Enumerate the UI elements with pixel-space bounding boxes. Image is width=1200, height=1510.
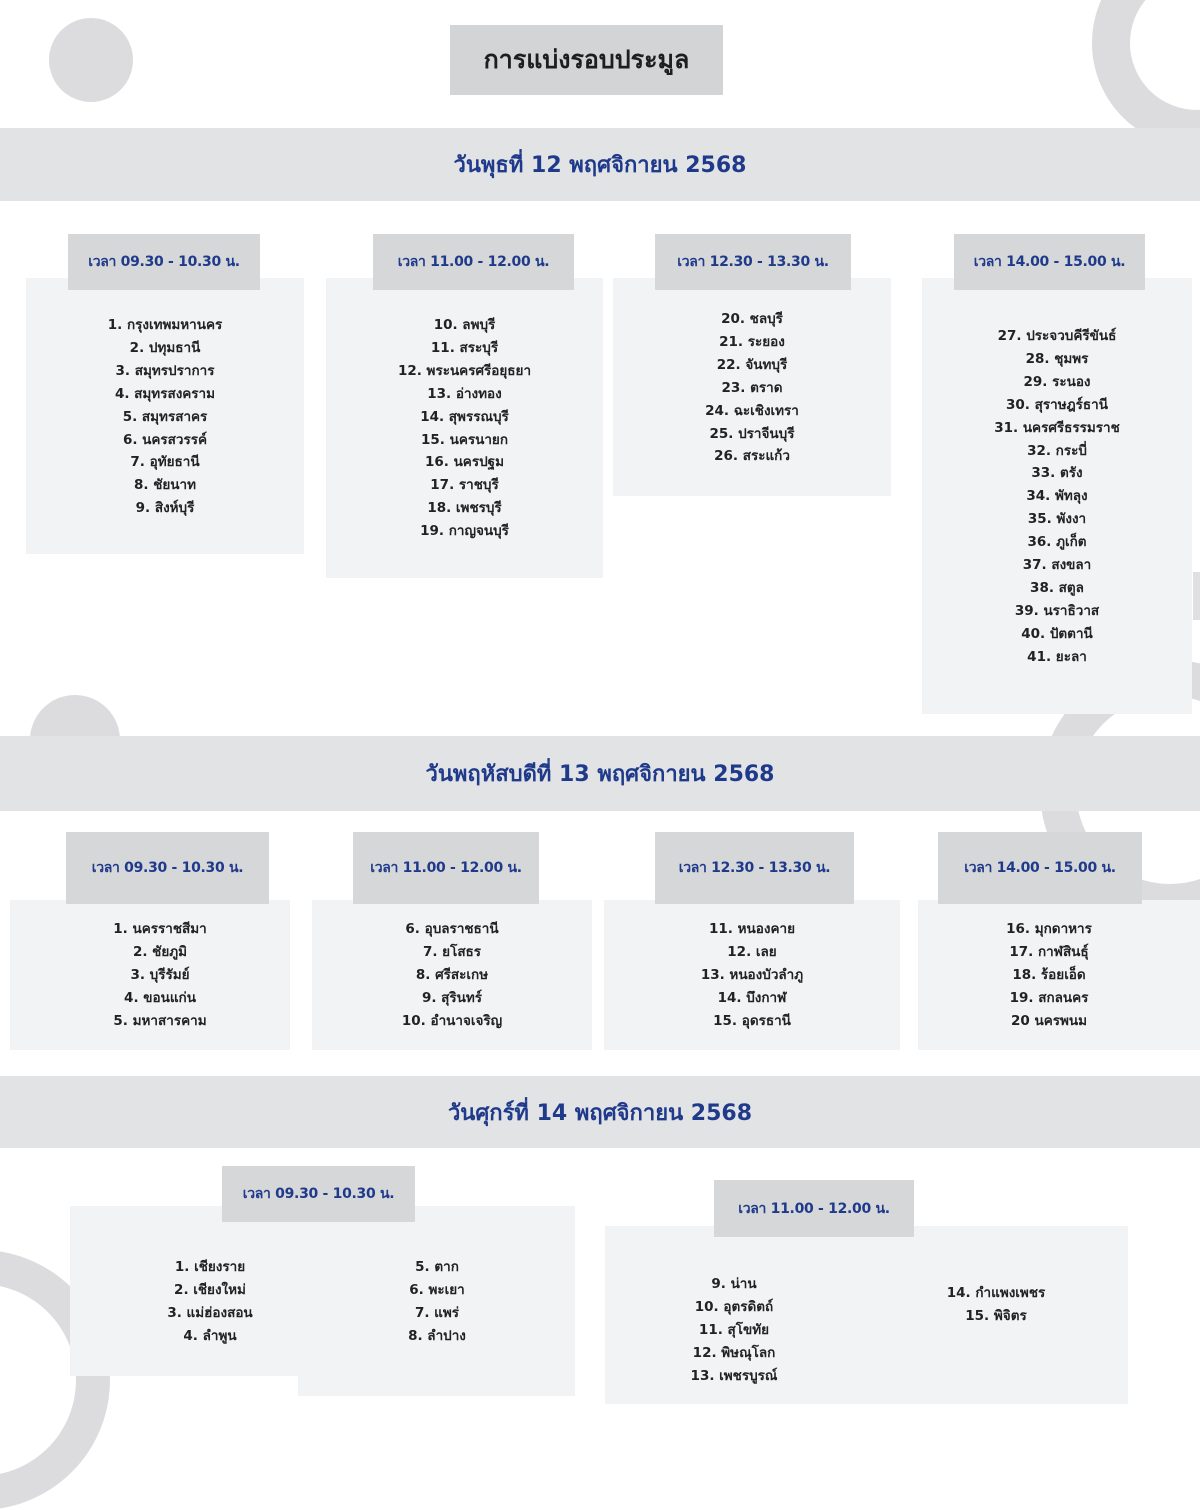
province-item: 13. เพชรบูรณ์	[690, 1367, 778, 1384]
decorative-circle-top-left	[49, 18, 133, 102]
page-title: การแบ่งรอบประมูล	[450, 25, 723, 95]
province-list-d3-s1-right	[337, 1256, 537, 1348]
province-item: 6. พะเยา	[409, 1281, 465, 1298]
session-panel-d3-s1-extension	[298, 1370, 575, 1396]
province-item: 36. ภูเก็ต	[1027, 534, 1087, 551]
province-item: 10. อุตรดิตถ์	[694, 1298, 774, 1315]
province-item: 4. สมุทรสงคราม	[114, 385, 216, 402]
day-heading-3: วันศุกร์ที่ 14 พฤศจิกายน 2568	[0, 1076, 1200, 1148]
province-item: 16. มุกดาหาร	[1006, 921, 1092, 937]
province-item: 9. สุรินทร์	[421, 989, 483, 1006]
province-list-d2-s3	[604, 918, 900, 1033]
province-item: 18. เพชรบุรี	[427, 500, 502, 517]
province-item: 13. อ่างทอง	[427, 385, 502, 402]
province-item: 15. พิจิตร	[965, 1307, 1027, 1324]
province-item: 24. ฉะเชิงเทรา	[705, 402, 799, 419]
session-time-d1-s1: เวลา 09.30 - 10.30 น.	[68, 234, 260, 290]
province-item: 38. สตูล	[1030, 579, 1084, 596]
province-list-d2-s2	[312, 918, 592, 1033]
province-item: 37. สงขลา	[1022, 557, 1092, 574]
province-item: 14. บึงกาฬ	[717, 989, 787, 1006]
province-item: 5. ตาก	[415, 1259, 459, 1275]
province-item: 19. สกลนคร	[1009, 989, 1089, 1006]
province-item: 4. ขอนแก่น	[124, 989, 196, 1006]
province-list-d3-s2-left	[634, 1273, 834, 1388]
province-item: 35. พังงา	[1027, 511, 1087, 528]
province-item: 28. ชุมพร	[1025, 350, 1089, 367]
province-item: 5. มหาสารคาม	[113, 1012, 207, 1029]
province-item: 27. ประจวบคีรีขันธ์	[997, 328, 1117, 344]
province-item: 8. ศรีสะเกษ	[415, 966, 489, 983]
session-time-d2-s3: เวลา 12.30 - 13.30 น.	[655, 832, 854, 904]
province-item: 17. กาฬสินธุ์	[1009, 943, 1089, 960]
province-item: 16. นครปฐม	[424, 454, 505, 471]
province-item: 3. สมุทรปราการ	[115, 362, 215, 379]
province-item: 10. อำนาจเจริญ	[401, 1012, 503, 1029]
province-item: 32. กระบี่	[1027, 442, 1087, 459]
province-item: 11. สุโขทัย	[698, 1321, 770, 1338]
province-item: 3. แม่ฮ่องสอน	[167, 1304, 253, 1321]
province-item: 12. พระนครศรีอยุธยา	[397, 362, 532, 379]
province-item: 40. ปัตตานี	[1021, 625, 1093, 642]
province-item: 30. สุราษฎร์ธานี	[1006, 396, 1108, 413]
province-item: 2. ชัยภูมิ	[132, 943, 188, 960]
province-item: 1. เชียงราย	[174, 1259, 246, 1275]
province-item: 11. สระบุรี	[430, 339, 499, 356]
province-item: 14. สุพรรณบุรี	[420, 408, 509, 425]
province-item: 18. ร้อยเอ็ด	[1012, 966, 1086, 983]
province-item: 19. กาญจนบุรี	[420, 523, 509, 540]
province-item: 14. กำแพงเพชร	[946, 1285, 1046, 1301]
province-item: 11. หนองคาย	[709, 921, 795, 937]
province-item: 5. สมุทรสาคร	[122, 408, 208, 425]
session-time-d2-s4: เวลา 14.00 - 15.00 น.	[938, 832, 1142, 904]
day-heading-2: วันพฤหัสบดีที่ 13 พฤศจิกายน 2568	[0, 736, 1200, 811]
province-item: 29. ระนอง	[1023, 373, 1091, 390]
province-item: 31. นครศรีธรรมราช	[994, 419, 1120, 436]
province-item: 34. พัทลุง	[1026, 488, 1088, 505]
session-time-d3-s1: เวลา 09.30 - 10.30 น.	[222, 1166, 415, 1222]
session-time-d2-s2: เวลา 11.00 - 12.00 น.	[353, 832, 539, 904]
province-item: 9. สิงห์บุรี	[135, 500, 195, 517]
province-item: 17. ราชบุรี	[430, 477, 499, 494]
province-item: 12. เลย	[727, 943, 777, 960]
province-list-d1-s3	[613, 308, 891, 468]
province-item: 25. ปราจีนบุรี	[709, 425, 795, 442]
province-list-d3-s1-left	[110, 1256, 310, 1348]
province-item: 22. จันทบุรี	[716, 356, 788, 373]
province-item: 10. ลพบุรี	[433, 317, 496, 333]
province-item: 1. นครราชสีมา	[113, 921, 207, 937]
province-item: 20. ชลบุรี	[721, 311, 783, 327]
province-item: 12. พิษณุโลก	[692, 1344, 776, 1361]
province-item: 33. ตรัง	[1031, 465, 1083, 482]
province-item: 7. ยโสธร	[422, 943, 482, 960]
session-time-d3-s2: เวลา 11.00 - 12.00 น.	[714, 1180, 914, 1237]
decorative-tab-right-edge	[1193, 572, 1200, 620]
province-item: 13. หนองบัวลำภู	[700, 966, 804, 983]
province-item: 6. อุบลราชธานี	[405, 921, 499, 937]
province-item: 4. ลำพูน	[183, 1327, 237, 1344]
province-list-d2-s1	[10, 918, 310, 1033]
province-item: 2. ปทุมธานี	[129, 339, 201, 356]
province-item: 15. นครนายก	[420, 431, 509, 448]
province-item: 9. น่าน	[711, 1276, 757, 1292]
session-time-d1-s3: เวลา 12.30 - 13.30 น.	[655, 234, 851, 290]
province-item: 3. บุรีรัมย์	[130, 966, 190, 983]
province-item: 15. อุดรธานี	[713, 1012, 791, 1029]
session-time-d1-s4: เวลา 14.00 - 15.00 น.	[954, 234, 1145, 290]
province-item: 7. แพร่	[414, 1304, 460, 1321]
day-heading-1: วันพุธที่ 12 พฤศจิกายน 2568	[0, 128, 1200, 201]
province-item: 2. เชียงใหม่	[174, 1281, 246, 1298]
province-item: 8. ชัยนาท	[133, 477, 196, 494]
province-list-d1-s4	[922, 325, 1192, 669]
province-list-d1-s2	[326, 314, 603, 543]
province-item: 1. กรุงเทพมหานคร	[107, 317, 223, 333]
province-list-d2-s4	[918, 918, 1180, 1033]
province-list-d1-s1	[26, 314, 304, 520]
province-item: 26. สระแก้ว	[714, 448, 790, 465]
province-item: 39. นราธิวาส	[1014, 602, 1100, 619]
province-item: 21. ระยอง	[719, 333, 785, 350]
session-time-d2-s1: เวลา 09.30 - 10.30 น.	[66, 832, 269, 904]
province-item: 23. ตราด	[721, 379, 783, 396]
province-item: 41. ยะลา	[1027, 648, 1087, 665]
session-time-d1-s2: เวลา 11.00 - 12.00 น.	[373, 234, 574, 290]
province-item: 8. ลำปาง	[408, 1327, 466, 1344]
province-item: 20 นครพนม	[1010, 1012, 1088, 1029]
decorative-ring-top-right	[1092, 0, 1200, 148]
province-item: 6. นครสวรรค์	[122, 431, 208, 448]
province-list-d3-s2-right	[896, 1282, 1096, 1328]
province-item: 7. อุทัยธานี	[130, 454, 200, 471]
